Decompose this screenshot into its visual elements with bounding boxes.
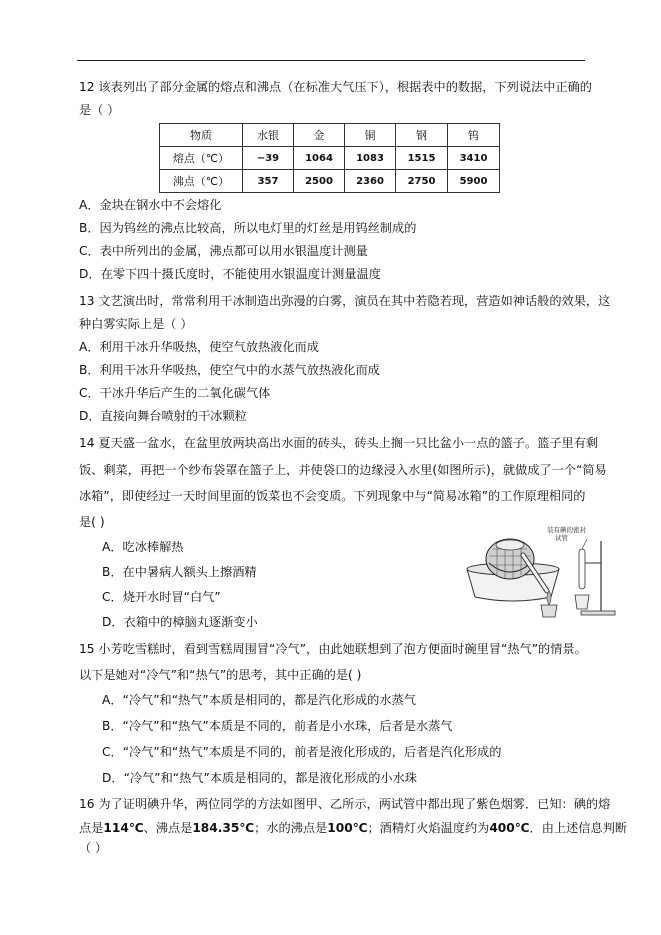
water-boiling-point: 100℃ (327, 821, 368, 835)
q14-option-b: B．在中暑病人额头上擦酒精 (102, 565, 257, 579)
q13-option-d: D．直接向舞台喷射的干冰颗粒 (79, 409, 247, 423)
table-header-cell: 水银 (243, 124, 294, 147)
q16-text-part: 、沸点是 (143, 821, 193, 835)
table-cell: 1515 (396, 147, 448, 170)
q13-option-a: A．利用干冰升华吸热，使空气放热液化而成 (79, 340, 319, 354)
q13-stem-line-1: 13 文艺演出时，常常利用干冰制造出弥漫的白雾，演员在其中若隐若现，营造如神话般的效果，这 (79, 294, 611, 308)
q16-stem-line-2 (79, 820, 627, 836)
table-header-cell: 钨 (448, 124, 500, 147)
table-row-boiling-point (160, 170, 500, 193)
q12-option-c: C．表中所列出的金属，沸点都可以用水银温度计测量 (79, 244, 368, 258)
q16-stem-line-1: 16 为了证明碘升华，两位同学的方法如图甲、乙所示，两试管中都出现了紫色烟雾．已知：碘的熔 (79, 797, 611, 811)
figure-label-line-1: 装有碘的密封 (547, 526, 586, 534)
q14-stem-line-2: 饭、剩菜，再把一个纱布袋罩在篮子上，并使袋口的边缘浸入水里(如图所示)，就做成了一个“简易 (79, 463, 607, 477)
iodine-boiling-point: 184.35℃ (192, 821, 255, 835)
q16-text-part: ；酒精灯火焰温度约为 (367, 821, 490, 835)
q16-stem-line-3: （ ） (79, 841, 108, 855)
experiment-figure (463, 525, 623, 620)
q14-stem-line-3: 冰箱”，即使经过一天时间里面的饭菜也不会变质。下列现象中与“简易冰箱”的工作原理相同的 (79, 489, 586, 503)
q12-stem-line-2: 是（ ） (79, 103, 120, 117)
table-cell: 1064 (294, 147, 345, 170)
q16-text-part: ．由上述信息判断 (529, 821, 628, 835)
q13-option-b: B．利用干冰升华吸热，使空气中的水蒸气放热液化而成 (79, 363, 380, 377)
table-cell: 2750 (396, 170, 448, 193)
q16-text-part: ；水的沸点是 (254, 821, 328, 835)
q14-stem-line-4: 是( ) (79, 515, 105, 529)
metal-properties-table (159, 123, 500, 193)
q14-option-c: C．烧开水时冒“白气” (102, 590, 221, 604)
flame-temperature: 400℃ (489, 821, 530, 835)
table-cell: 2500 (294, 170, 345, 193)
q15-option-c: C．“冷气”和“热气”本质是不同的，前者是液化形成的，后者是汽化形成的 (102, 745, 502, 759)
q15-option-b: B．“冷气”和“热气”本质是不同的，前者是小水珠，后者是水蒸气 (102, 719, 453, 733)
table-header-cell: 铜 (345, 124, 396, 147)
row-label: 熔点（℃） (160, 147, 243, 170)
q12-option-a: A．金块在钢水中不会熔化 (79, 198, 222, 212)
table-header-cell: 金 (294, 124, 345, 147)
q12-option-d: D．在零下四十摄氏度时，不能使用水银温度计测量温度 (79, 267, 381, 281)
table-cell: 3410 (448, 147, 500, 170)
q14-stem-line-1: 14 夏天盛一盆水，在盆里放两块高出水面的砖头，砖头上搁一只比盆小一点的篮子。篮子里有剩 (79, 436, 599, 450)
q15-option-d: D．“冷气”和“热气”本质是相同的，都是液化形成的小水珠 (102, 771, 417, 785)
q14-option-a: A．吃冰棒解热 (102, 540, 184, 554)
q14-option-d: D．衣箱中的樟脑丸逐渐变小 (102, 615, 258, 629)
q13-stem-line-2: 种白雾实际上是（ ） (79, 317, 193, 331)
table-row-melting-point (160, 147, 500, 170)
table-cell: 357 (243, 170, 294, 193)
table-cell: −39 (243, 147, 294, 170)
figure-label-line-2: 试管 (555, 534, 568, 542)
q12-stem-line-1: 12 该表列出了部分金属的熔点和沸点（在标准大气压下），根据表中的数据，下列说法中正确的 (79, 80, 592, 94)
header-rule (77, 60, 585, 61)
table-cell: 1083 (345, 147, 396, 170)
table-header-cell: 钢 (396, 124, 448, 147)
q16-text-part: 点是 (79, 821, 104, 835)
q15-stem-line-2: 以下是她对“冷气”和“热气”的思考，其中正确的是( ) (79, 668, 362, 682)
table-cell: 5900 (448, 170, 500, 193)
q15-option-a: A．“冷气”和“热气”本质是相同的，都是汽化形成的水蒸气 (102, 693, 416, 707)
q15-stem-line-1: 15 小芳吃雪糕时，看到雪糕周围冒“冷气”，由此她联想到了泡方便面时碗里冒“热气”的情景。 (79, 642, 587, 656)
table-cell: 2360 (345, 170, 396, 193)
table-header-row (160, 124, 500, 147)
q12-option-b: B．因为钨丝的沸点比较高，所以电灯里的灯丝是用钨丝制成的 (79, 221, 417, 235)
table-header-cell: 物质 (160, 124, 243, 147)
q13-option-c: C．干冰升华后产生的二氧化碳气体 (79, 386, 271, 400)
iodine-melting-point: 114℃ (103, 821, 144, 835)
row-label: 沸点（℃） (160, 170, 243, 193)
